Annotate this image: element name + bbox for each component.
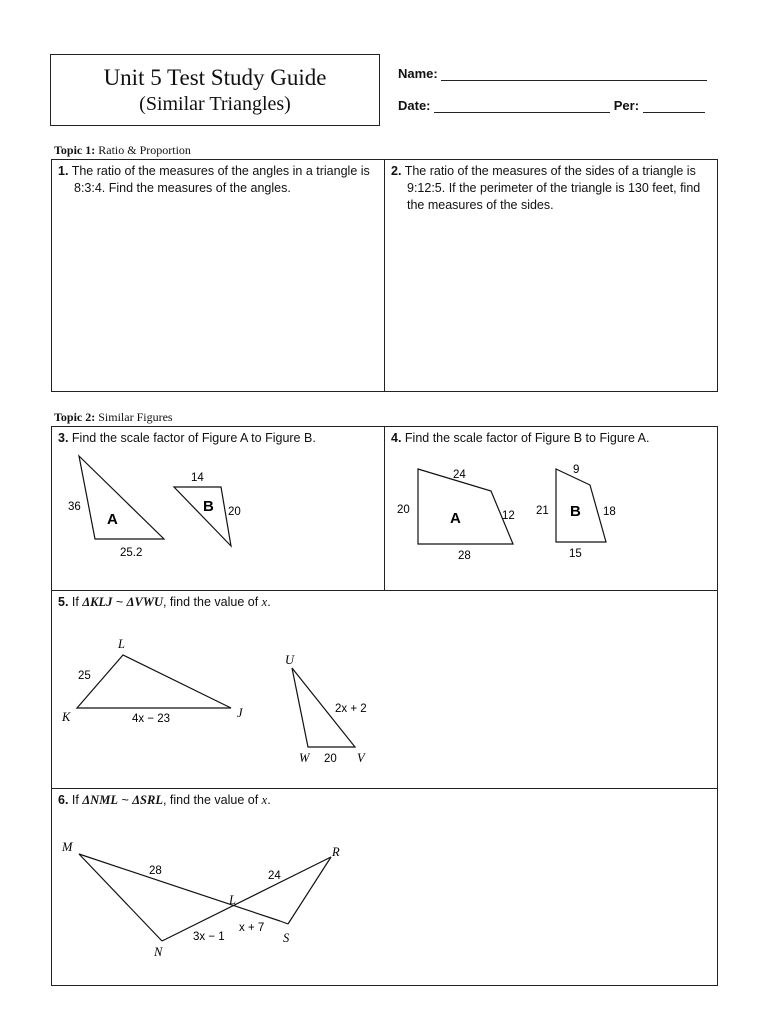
question-4-cell: [384, 426, 718, 591]
name-field[interactable]: [398, 66, 707, 81]
question-5-cell: [51, 590, 718, 789]
q2-number: 2.: [391, 164, 402, 178]
question-1-cell: [51, 159, 385, 392]
per-blank[interactable]: [643, 112, 705, 113]
q6-segment-ls-end: [280, 921, 288, 924]
q6-side-rl: 24: [268, 870, 281, 882]
q3-fig-b-side-2: 20: [228, 506, 241, 518]
q6-vertex-n: N: [154, 945, 163, 959]
name-label: Name:: [398, 66, 438, 81]
date-label: Date:: [398, 98, 431, 113]
page-subtitle: (Similar Triangles): [139, 93, 291, 115]
q4-fig-b-top: 9: [573, 464, 580, 476]
q6-side-ls: x + 7: [239, 922, 265, 934]
q4-text: Find the scale factor of Figure B to Figure A.: [404, 431, 650, 445]
q6-sim: ~: [117, 793, 133, 807]
question-1: [52, 160, 384, 197]
date-blank[interactable]: [434, 112, 610, 113]
q5-vertex-u: U: [285, 653, 295, 667]
q5-var: x: [261, 595, 268, 609]
q4-fig-a-label: A: [450, 510, 461, 527]
q5-side-kj: 4x − 23: [132, 713, 171, 725]
q3-fig-b-label: B: [203, 498, 214, 515]
q3-text: Find the scale factor of Figure A to Figure B.: [71, 431, 316, 445]
q3-fig-a-side-1: 36: [68, 501, 81, 513]
per-label: Per:: [613, 98, 640, 113]
title-box: [50, 54, 380, 126]
q3-figures: [52, 427, 386, 592]
q5-pre: If: [71, 595, 83, 609]
q4-fig-b-label: B: [570, 503, 581, 520]
q4-fig-a-bottom: 28: [458, 550, 471, 562]
q3-fig-a-side-2: 25.2: [120, 547, 143, 559]
q6-vertex-l: L: [229, 893, 236, 907]
q3-figure-a: [79, 456, 164, 539]
q3-figure-b: [174, 487, 231, 546]
q5-vertex-w: W: [299, 751, 310, 765]
q5-end: .: [267, 595, 271, 609]
q5-vertex-k: K: [62, 710, 71, 724]
date-field[interactable]: [398, 98, 705, 113]
q5-triangle-1: ΔKLJ: [82, 595, 113, 609]
q4-figures: [385, 427, 719, 592]
q6-triangle-2: ΔSRL: [132, 793, 163, 807]
q6-vertex-r: R: [332, 845, 340, 859]
topic-1-heading: [54, 143, 191, 158]
q5-sim: ~: [112, 595, 127, 609]
q3-number: 3.: [58, 431, 69, 445]
q5-vertex-j: J: [237, 706, 243, 720]
name-blank[interactable]: [441, 80, 707, 81]
q6-vertex-m: M: [62, 840, 73, 854]
q6-segment-mls: [79, 854, 280, 921]
topic-2-heading: [54, 410, 173, 425]
q6-figure: [52, 789, 719, 987]
topic-2-label: Topic 2:: [54, 410, 96, 424]
q5-vertex-v: V: [357, 751, 365, 765]
q4-fig-b-right: 18: [603, 506, 616, 518]
q5-side-uv: 2x + 2: [335, 703, 367, 715]
q4-fig-a-top: 24: [453, 469, 466, 481]
question-2-cell: [384, 159, 718, 392]
q4-number: 4.: [391, 431, 402, 445]
q2-text: The ratio of the measures of the sides of a triangle is 9:12:5. If the perimeter of the triangle is 130 feet, find the measures of the sides.: [404, 164, 701, 212]
page-title: Unit 5 Test Study Guide: [103, 65, 327, 90]
q5-figure: [52, 591, 719, 790]
q6-number: 6.: [58, 793, 69, 807]
q4-fig-b-bottom: 15: [569, 548, 582, 560]
q4-fig-b-left: 21: [536, 505, 549, 517]
q5-number: 5.: [58, 595, 69, 609]
q6-post: , find the value of: [162, 793, 262, 807]
q6-triangle-1: ΔNML: [82, 793, 118, 807]
q1-number: 1.: [58, 164, 69, 178]
q5-side-kl: 25: [78, 670, 91, 682]
question-6-cell: [51, 788, 718, 986]
q1-text: The ratio of the measures of the angles in a triangle is 8:3:4. Find the measures of the angles.: [71, 164, 370, 195]
q5-triangle-2: ΔVWU: [126, 595, 163, 609]
q6-end: .: [267, 793, 271, 807]
q5-vertex-l: L: [118, 637, 125, 651]
topic-1-label: Topic 1:: [54, 143, 96, 157]
q4-fig-a-left: 20: [397, 504, 410, 516]
q6-side-nl: 3x − 1: [193, 931, 225, 943]
q6-var: x: [261, 793, 268, 807]
q3-fig-b-side-1: 14: [191, 472, 204, 484]
q3-fig-a-label: A: [107, 511, 118, 528]
q5-side-wv: 20: [324, 753, 337, 765]
question-3-cell: [51, 426, 385, 591]
q4-figure-b: [556, 469, 606, 542]
q5-triangle-klj: [77, 655, 231, 708]
topic-2-name: Similar Figures: [98, 410, 173, 424]
q6-pre: If: [71, 793, 83, 807]
question-2: [385, 160, 717, 214]
q5-post: , find the value of: [162, 595, 262, 609]
q6-side-ml: 28: [149, 865, 162, 877]
topic-1-name: Ratio & Proportion: [98, 143, 191, 157]
q4-fig-a-right: 12: [502, 510, 515, 522]
q6-vertex-s: S: [283, 931, 290, 945]
